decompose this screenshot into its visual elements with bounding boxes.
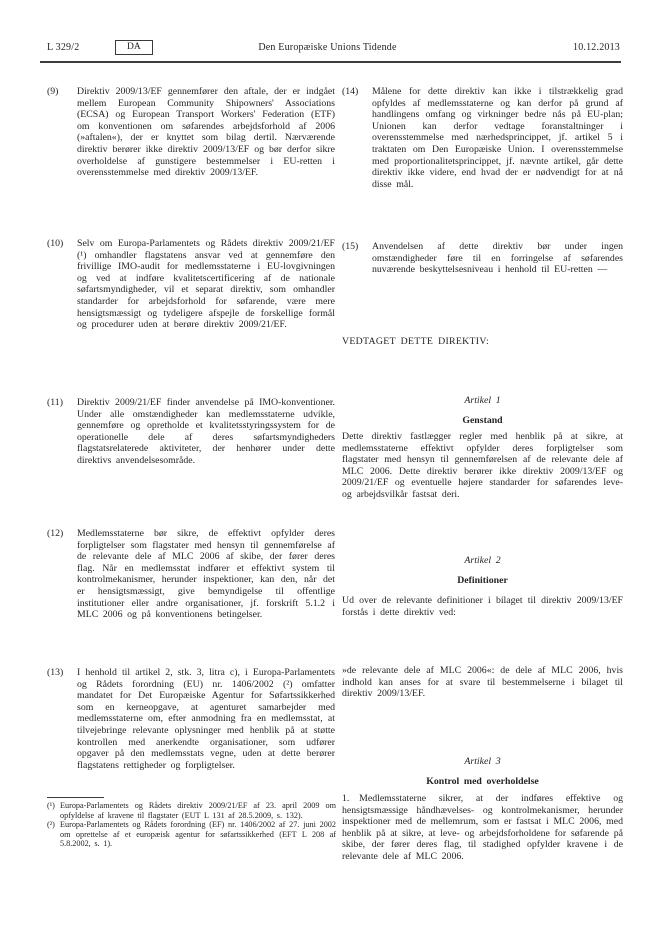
- footnote-1: [47, 801, 336, 820]
- article-3-label: Artikel 3: [464, 756, 501, 767]
- recital-number: (9): [47, 86, 59, 97]
- recital-text: Selv om Europa-Parlamentets og Rådets direktiv 2009/21/EF (¹) omhandler flagstatens ansvar ved at gennemføre den frivillige IMO-audit for medlemsstaterne i EU-lovgivningen og ved at indføre kvalitetscertificering af de nationale søfartsmyndigheder, vil et separat direktiv, som omhandler standarder for arbejdsforhold for søfarende, være mere hensigtsmæssigt og tydeligere afspejle de forskellige formål og procedurer uden at berøre direktiv 2009/21/EF.: [77, 238, 335, 331]
- language-badge: DA: [115, 40, 153, 55]
- recital-number: (11): [47, 397, 63, 408]
- article-1-title: Genstand: [462, 415, 503, 426]
- article-1-label: Artikel 1: [464, 395, 501, 406]
- article-3-title: Kontrol med overholdelse: [426, 776, 539, 787]
- enacting-formula: VEDTAGET DETTE DIREKTIV:: [342, 336, 490, 347]
- footnote-text: Europa-Parlamentets og Rådets forordning (EF) nr. 1406/2002 af 27. juni 2002 om oprettelse af et europæisk agentur for søfartssikkerhed (EFT L 208 af 5.8.2002, s. 1).: [60, 820, 336, 849]
- recital-text: I henhold til artikel 2, stk. 3, litra c), i Europa-Parlamentets og Rådets forordning (EU) nr. 1406/2002 (²) omfatter mandatet for Det Europæiske Agentur for Søfartssikkerhed som en kerneopgave, at agenturet samarbejder med medlemsstaterne om, efter anmodning fra en medlemsstat, at tilvejebringe relevante oplysninger med henblik på at støtte kontrollen med anerkendte organisationer, som udfører opgaver på den medlemsstats vegne, uden at dette berører flagstatens rettigheder og forpligtelser.: [77, 667, 335, 771]
- recital-number: (13): [47, 667, 64, 678]
- recital-10: [47, 238, 335, 331]
- article-2-body: Ud over de relevante definitioner i bilaget til direktiv 2009/13/EF forstås i dette direktiv ved:: [342, 595, 623, 618]
- page-reference: L 329/2: [47, 42, 80, 53]
- journal-title: Den Europæiske Unions Tidende: [258, 42, 397, 53]
- recital-number: (12): [47, 528, 64, 539]
- footnote-marker: (¹): [47, 801, 55, 810]
- recital-14: [342, 86, 623, 190]
- recital-number: (14): [342, 86, 359, 97]
- footnote-marker: (²): [47, 820, 55, 830]
- recital-text: Direktiv 2009/21/EF finder anvendelse på IMO-konventioner. Under alle omstændigheder kan medlemsstaterne udvikle, gennemføre og opretholde et kvalitetsstyringssystem for de operationelle dele af deres søfartsmyndigheders flagstatsrelaterede aktiviteter, der henhører under dette direktivs anvendelsesområde.: [77, 397, 335, 466]
- footnotes: [47, 801, 336, 849]
- recital-text: Målene for dette direktiv kan ikke i tilstrækkelig grad opfyldes af medlemsstaterne og kan derfor på grund af handlingens omfang og virkninger bedre nås på EU-plan; Unionen kan derfor vedtage foranstaltninger i overensstemmelse med nærhedsprincippet, jf. artikel 5 i traktaten om Den Europæiske Union. I overensstemmelse med proportionalitetsprincippet, jf. nævnte artikel, går dette direktiv ikke videre, end hvad der er nødvendigt for at nå disse mål.: [372, 86, 623, 190]
- recital-13: [47, 667, 335, 771]
- header-rule: [40, 61, 621, 63]
- recital-11: [47, 397, 335, 467]
- footnote-2: [47, 820, 336, 849]
- issue-date: 10.12.2013: [573, 42, 620, 53]
- recital-text: Medlemsstaterne bør sikre, de effektivt opfylder deres forpligtelser som flagstater med hensyn til gennemførelse af de relevante dele af MLC 2006 af skibe, der fører deres flag. Når en medlemsstat indfører et effektivt system til kontrolmekanismer, herunder inspektioner, kan den, når det er hensigtsmæssigt, give bemyndigelse til offentlige institutioner eller andre organisationer, jf. forskrift 5.1.2 i MLC 2006 og på konventionens betingelser.: [77, 528, 335, 621]
- recital-number: (10): [47, 238, 64, 249]
- footnote-rule: [47, 797, 104, 798]
- recital-12: [47, 528, 335, 621]
- recital-number: (15): [342, 241, 359, 252]
- recital-text: Anvendelsen af dette direktiv bør under ingen omstændigheder føre til en forringelse af søfarendes nuværende beskyttelsesniveau i henhold til EU-retten —: [372, 241, 623, 276]
- article-2-label: Artikel 2: [464, 555, 501, 566]
- recital-15: [342, 241, 623, 276]
- recital-9: [47, 86, 335, 179]
- article-2-title: Definitioner: [457, 575, 508, 586]
- article-3-body: 1. Medlemsstaterne sikrer, at der indføres effektive og hensigtsmæssige håndhævelses- og kontrolmekanismer, herunder inspektioner med de mellemrum, som er fastsat i MLC 2006, med henblik på at sikre, at leve- og arbejdsforholdene for søfarende på skibe, der fører deres flag, til stadighed opfylder kravene i de relevante dele af MLC 2006.: [342, 793, 623, 862]
- article-1-body: Dette direktiv fastlægger regler med henblik på at sikre, at medlemsstaterne effektivt opfylder deres forpligtelser som flagstater med hensyn til gennemførelsen af de relevante dele af MLC 2006. Dette direktiv berører ikke direktiv 2009/13/EF og 2009/21/EF og eventuelle højere standarder for søfarendes leve- og arbejdsvilkår fastsat deri.: [342, 431, 623, 500]
- article-2-definition: »de relevante dele af MLC 2006«: de dele af MLC 2006, hvis indhold kan anses for at svare til bestemmelserne i bilaget til direktiv 2009/13/EF.: [342, 665, 623, 700]
- footnote-text: Europa-Parlamentets og Rådets direktiv 2009/21/EF af 23. april 2009 om opfyldelse af kravene til flagstater (EUT L 131 af 28.5.2009, s. 132).: [60, 801, 336, 820]
- recital-text: Direktiv 2009/13/EF gennemfører den aftale, der er indgået mellem European Community Shipowners' Associations (ECSA) og European Transport Workers' Federation (ETF) om konventionen om søfarendes arbejdsforhold af 2006 (»aftalen«), der er knyttet som bilag dertil. Nærværende direktiv berører ikke direktiv 2009/13/EF og bør derfor sikre overholdelse af gunstigere bestemmelser i EU-retten i overensstemmelse med direktiv 2009/13/EF.: [77, 86, 335, 179]
